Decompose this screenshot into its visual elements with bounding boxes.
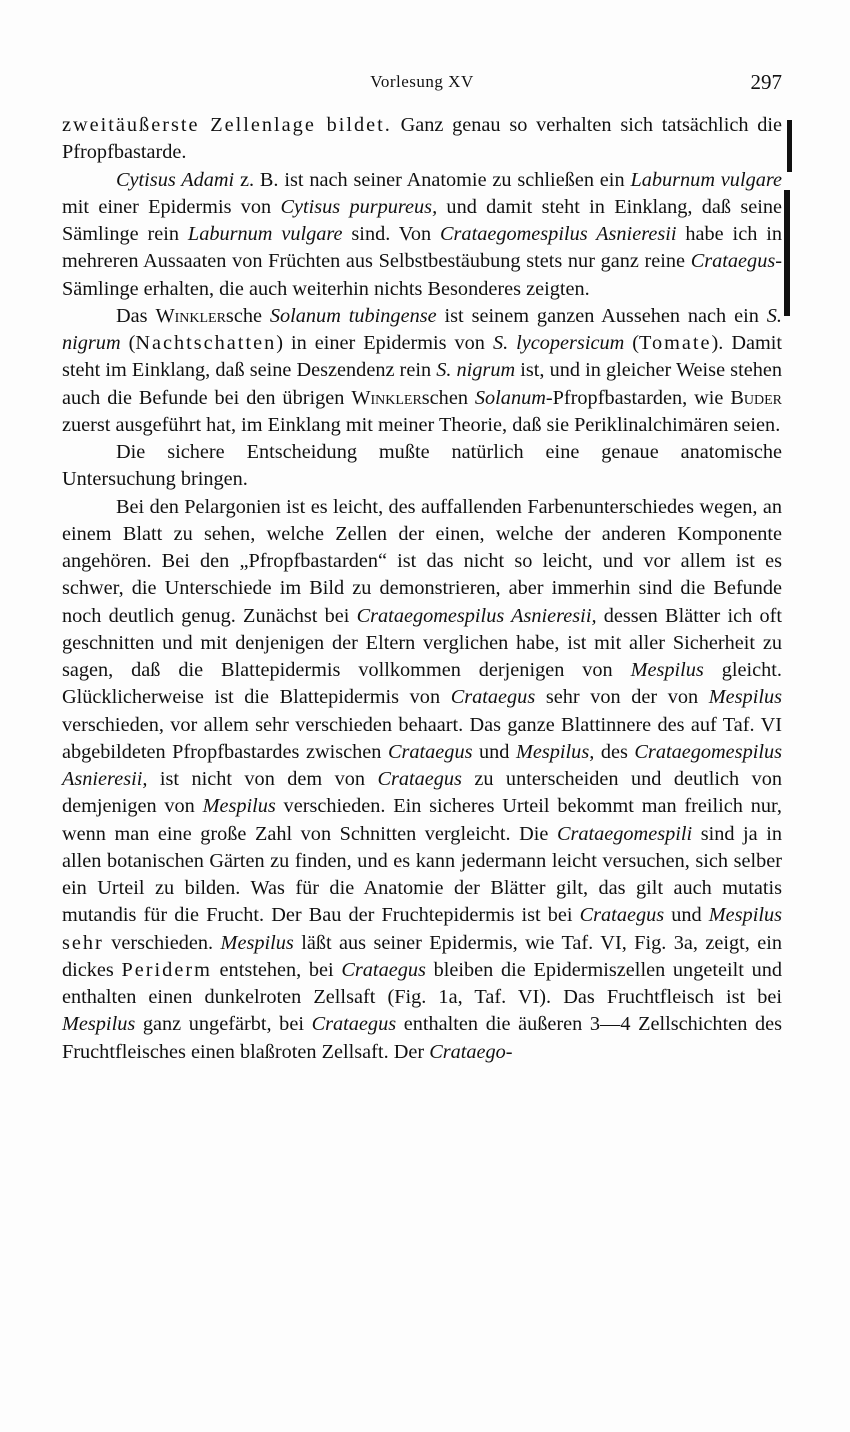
spaced-emphasis: Nachtschatten xyxy=(135,332,277,354)
italic-term: Mespilus xyxy=(708,686,782,709)
text-run: ist, und in gleicher Weise stehen auch die Befunde bei den übrigen xyxy=(62,359,782,409)
text-run: enthalten die äußeren 3—4 Zellschichten des Fruchtfleisches einen blaßroten Zellsaft. Der xyxy=(62,1013,783,1063)
text-run: z. B. ist nach seiner Anatomie zu schließen ein xyxy=(234,168,631,191)
text-run: Das xyxy=(116,304,156,327)
paragraph xyxy=(62,303,782,439)
text-run: ( xyxy=(624,332,639,354)
italic-term: Solanum xyxy=(474,386,546,409)
italic-term: Mespilus xyxy=(202,795,276,818)
italic-term: Crataegomespilus Asnieresii xyxy=(440,223,677,245)
text-run: Bei den Pelargonien ist es leicht, des auffallenden Farbenunterschiedes wegen, an einem Blatt zu sehen, welche Zellen der einen, welche der anderen Komponente angehören. Bei den „Pfropfbastarden“ ist das nicht so leicht, und vor allem ist es schwer, die Unterschiede im Bild zu demonstrieren, aber immerhin sind die Befunde noch deutlich genug. Zunächst bei xyxy=(62,495,782,627)
italic-term: Cytisus purpureus, xyxy=(280,195,438,218)
italic-term: S. lycopersicum xyxy=(492,332,625,354)
text-run: läßt aus seiner Epidermis, wie Taf. VI, Fig. 3a, zeigt, ein dickes xyxy=(62,931,783,981)
text-run: bleiben die Epidermiszellen ungeteilt und enthalten einen dunkelroten Zellsaft (Fig. 1a, Taf. VI). Das Fruchtfleisch ist bei xyxy=(62,958,782,1008)
spaced-emphasis: Periderm xyxy=(121,958,212,981)
text-run: sind ja in allen botanischen Gärten zu finden, und es kann jedermann leicht versuchen, sich selber ein Urteil zu bilden. Was für die Anatomie der Blätter gilt, das gilt auch mutatis mutandis für die Frucht. Der Bau der Fruchtepidermis ist bei xyxy=(62,822,782,927)
text-run: -Pfropfbastarden, wie xyxy=(545,386,731,409)
author-name: Winkler xyxy=(351,386,422,409)
italic-term: Mespilus xyxy=(62,1013,136,1036)
text-run: verschieden. Ein sicheres Urteil bekommt man freilich nur, wenn man eine große Zahl von Schnitten vergleicht. Die xyxy=(62,795,782,845)
text-run: ( xyxy=(120,332,136,354)
italic-term: Laburnum vulgare xyxy=(187,223,343,245)
spaced-emphasis: Tomate xyxy=(639,332,712,354)
italic-term: Crataegomespilus Asnieresii, xyxy=(356,604,597,627)
italic-term: Crataegus xyxy=(377,768,462,790)
paragraph xyxy=(62,494,782,1066)
italic-term: Crataegus xyxy=(341,958,426,981)
text-run: mit einer Epidermis von xyxy=(62,195,281,218)
italic-term: Mespilus xyxy=(220,931,294,954)
text-run: ). Damit steht im Einklang, daß seine Deszendenz rein xyxy=(62,332,783,382)
author-name: Buder xyxy=(730,386,782,409)
text-run: sind. Von xyxy=(342,223,441,245)
text-run: ) in einer Epidermis von xyxy=(276,332,493,354)
text-run: des xyxy=(594,740,635,763)
text-run: sehr von der von xyxy=(535,686,709,709)
text-run: verschieden. xyxy=(103,931,221,954)
running-header xyxy=(62,68,782,98)
italic-term: Crataegomespili xyxy=(556,822,693,845)
text-run: sche xyxy=(225,304,270,327)
body-text xyxy=(62,112,782,1066)
italic-term: Crataegomespilus Asnieresii, xyxy=(62,740,783,790)
text-run: schen xyxy=(421,386,475,409)
italic-term: Crataego- xyxy=(429,1040,513,1063)
italic-term: Laburnum vulgare xyxy=(630,168,782,191)
paragraph xyxy=(62,112,782,167)
paragraph xyxy=(62,167,782,303)
text-run: und xyxy=(664,904,709,927)
text-run: zu unterscheiden und deutlich von demjenigen von xyxy=(62,768,782,818)
text-run: gleicht. Glücklicherweise ist die Blattepidermis von xyxy=(62,659,782,709)
paragraph xyxy=(62,439,782,494)
italic-term: S. nigrum xyxy=(436,359,516,382)
italic-term: Crataegus xyxy=(450,686,536,709)
text-run: ist nicht von dem von xyxy=(147,768,378,790)
text-run: und xyxy=(472,740,516,763)
text-run: und damit steht in Einklang, daß seine Sämlinge rein xyxy=(62,195,782,245)
text-run: zuerst ausgeführt hat, im Einklang mit meiner Theorie, daß sie Periklinalchimären seien. xyxy=(62,413,781,436)
text-run: dessen Blätter ich oft geschnitten und mit denjenigen der Eltern verglichen habe, ist mit aller Sicherheit zu sagen, daß die Blattepidermis vollkommen derjenigen von xyxy=(62,604,782,681)
italic-term: Crataegus xyxy=(579,904,665,927)
text-run: ganz ungefärbt, bei xyxy=(135,1013,312,1036)
spaced-emphasis: zweitäußerste Zellenlage bildet. xyxy=(62,114,392,136)
text-run: Die sichere Entscheidung mußte natürlich eine genaue anatomische Untersuchung bringen. xyxy=(62,441,782,491)
text-run: -Sämlinge erhalten, die auch weiterhin nichts Besonderes zeigten. xyxy=(62,250,782,300)
italic-term: Mespilus xyxy=(708,904,782,927)
page-number: 297 xyxy=(750,70,782,94)
text-run: verschieden, vor allem sehr verschieden behaart. Das ganze Blattinnere des auf Taf. VI abgebildeten Pfropfbastardes zwischen xyxy=(62,713,782,763)
italic-term: Crataegus xyxy=(387,740,473,763)
italic-term: Cytisus Adami xyxy=(116,168,235,191)
running-title: Vorlesung XV xyxy=(370,72,474,91)
margin-scan-mark xyxy=(787,120,792,172)
author-name: Winkler xyxy=(155,304,226,327)
italic-term: Crataegus xyxy=(311,1013,397,1036)
text-run: Ganz genau so verhalten sich tatsächlich die Pfropfbastarde. xyxy=(62,114,783,164)
italic-term: Solanum tubingense xyxy=(269,304,437,327)
text-run: habe ich in mehreren Aussaaten von Früchten aus Selbstbestäubung stets nur ganz reine xyxy=(62,223,782,273)
italic-term: Mespilus, xyxy=(515,740,595,763)
italic-term: S. nigrum xyxy=(62,304,782,354)
text-run: entstehen, bei xyxy=(211,958,342,981)
italic-term: Mespilus xyxy=(630,659,704,681)
text-run: ist seinem ganzen Aussehen nach ein xyxy=(436,304,767,327)
margin-scan-mark xyxy=(784,190,790,316)
spaced-emphasis: sehr xyxy=(62,931,104,954)
italic-term: Crataegus xyxy=(690,250,776,273)
